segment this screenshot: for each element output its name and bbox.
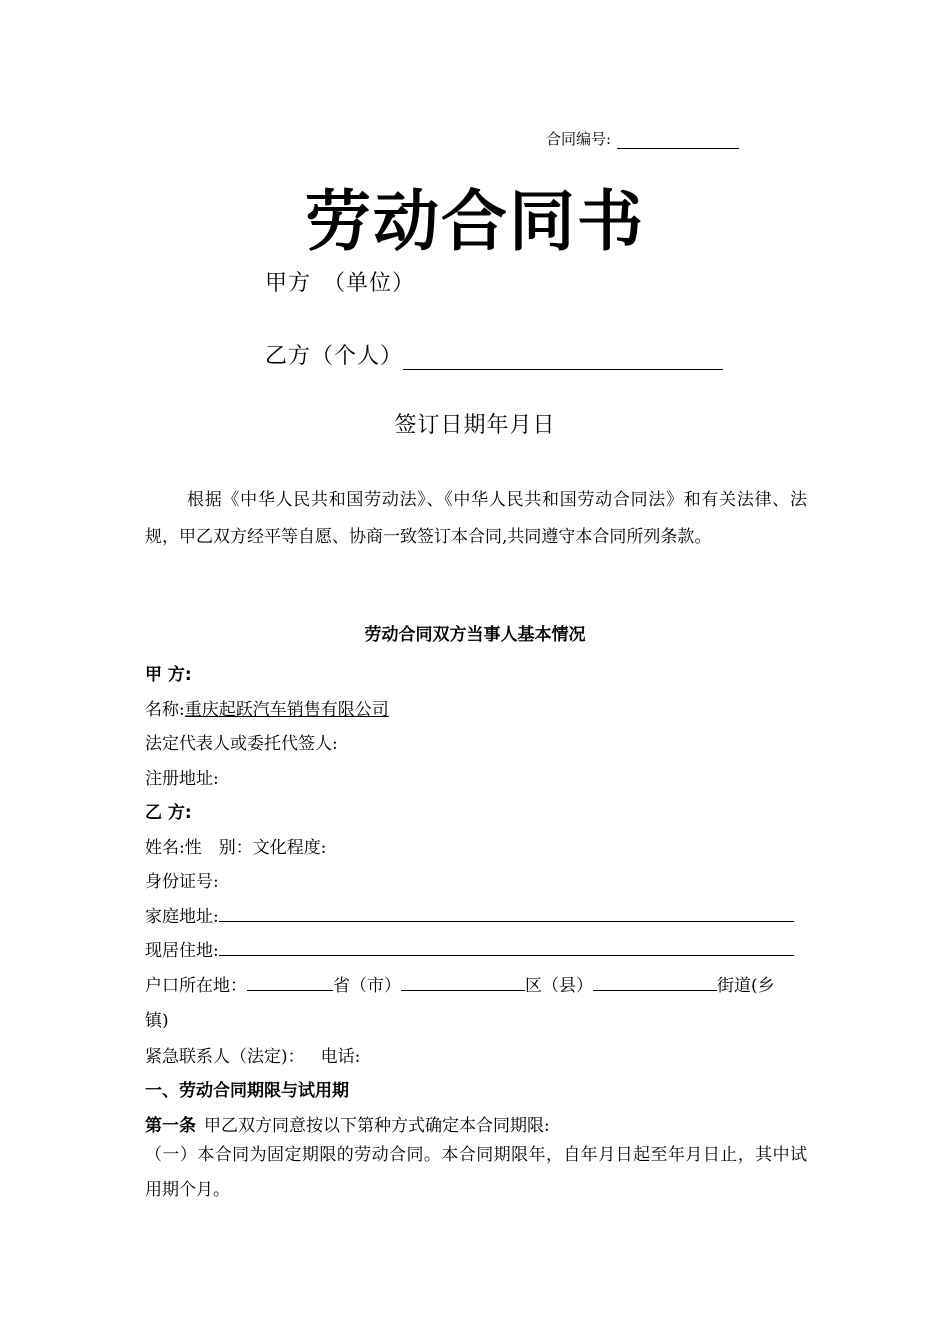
home-address-label: 家庭地址: (145, 907, 219, 927)
emergency-contact-line (145, 1042, 360, 1067)
home-address-line (145, 902, 794, 927)
name-label: 名称: (145, 700, 185, 720)
party-a-label: 甲 方: (145, 665, 192, 685)
basic-info-heading: 劳动合同双方当事人基本情况 (364, 625, 586, 645)
contract-number-label: 合同编号: (546, 130, 612, 148)
hukou-town-line: 镇) (145, 1011, 169, 1031)
article1-label: 第一条 (145, 1116, 196, 1136)
reg-address-line: 注册地址: (145, 769, 219, 789)
article1-line (145, 1111, 550, 1136)
hukou-province-blank (247, 974, 333, 991)
contract-number (546, 128, 739, 149)
party-b-label: 乙方（个人） (265, 344, 404, 369)
hukou-district-blank (401, 974, 525, 991)
emergency-contact-label: 紧急联系人（法定)： (145, 1047, 305, 1067)
legal-rep-line: 法定代表人或委托代签人: (145, 734, 338, 754)
hukou-province-label: 省（市） (333, 976, 401, 996)
company-name-line (145, 695, 389, 720)
party-a-line: 甲方 （单位） (265, 271, 416, 296)
clause1-paragraph: （一）本合同为固定期限的劳动合同。本合同期限年，自年月日起至年月日止，其中试用期个月。 (145, 1145, 807, 1200)
company-name: 重庆起跃汽车销售有限公司 (184, 700, 389, 720)
sign-date: 签订日期年月日 (394, 413, 556, 438)
party-b-label-info: 乙 方: (145, 803, 192, 823)
party-b-blank (403, 347, 723, 370)
hukou-line (145, 971, 775, 996)
current-address-label: 现居住地: (145, 941, 219, 961)
document-title: 劳动合同书 (305, 183, 645, 260)
section1-heading: 一、劳动合同期限与试用期 (145, 1081, 349, 1101)
name-gender-edu-line: 姓名:性 别：文化程度: (145, 838, 327, 858)
hukou-district-label: 区（县） (525, 976, 593, 996)
hukou-street-blank (593, 974, 717, 991)
hukou-street-label: 街道(乡 (717, 976, 775, 996)
current-address-blank (219, 939, 794, 956)
article1-text: 甲乙双方同意按以下第种方式确定本合同期限: (204, 1116, 550, 1136)
intro-paragraph: 根据《中华人民共和国劳动法》、《中华人民共和国劳动合同法》和有关法律、法规，甲乙双方经平等自愿、协商一致签订本合同,共同遵守本合同所列条款。 (145, 490, 807, 547)
hukou-label: 户口所在地： (145, 976, 247, 996)
current-address-line (145, 936, 794, 961)
id-number-line: 身份证号: (145, 872, 219, 892)
party-b-line (265, 339, 723, 370)
phone-label: 电话: (320, 1047, 361, 1067)
home-address-blank (219, 905, 794, 922)
contract-number-blank (617, 134, 739, 149)
